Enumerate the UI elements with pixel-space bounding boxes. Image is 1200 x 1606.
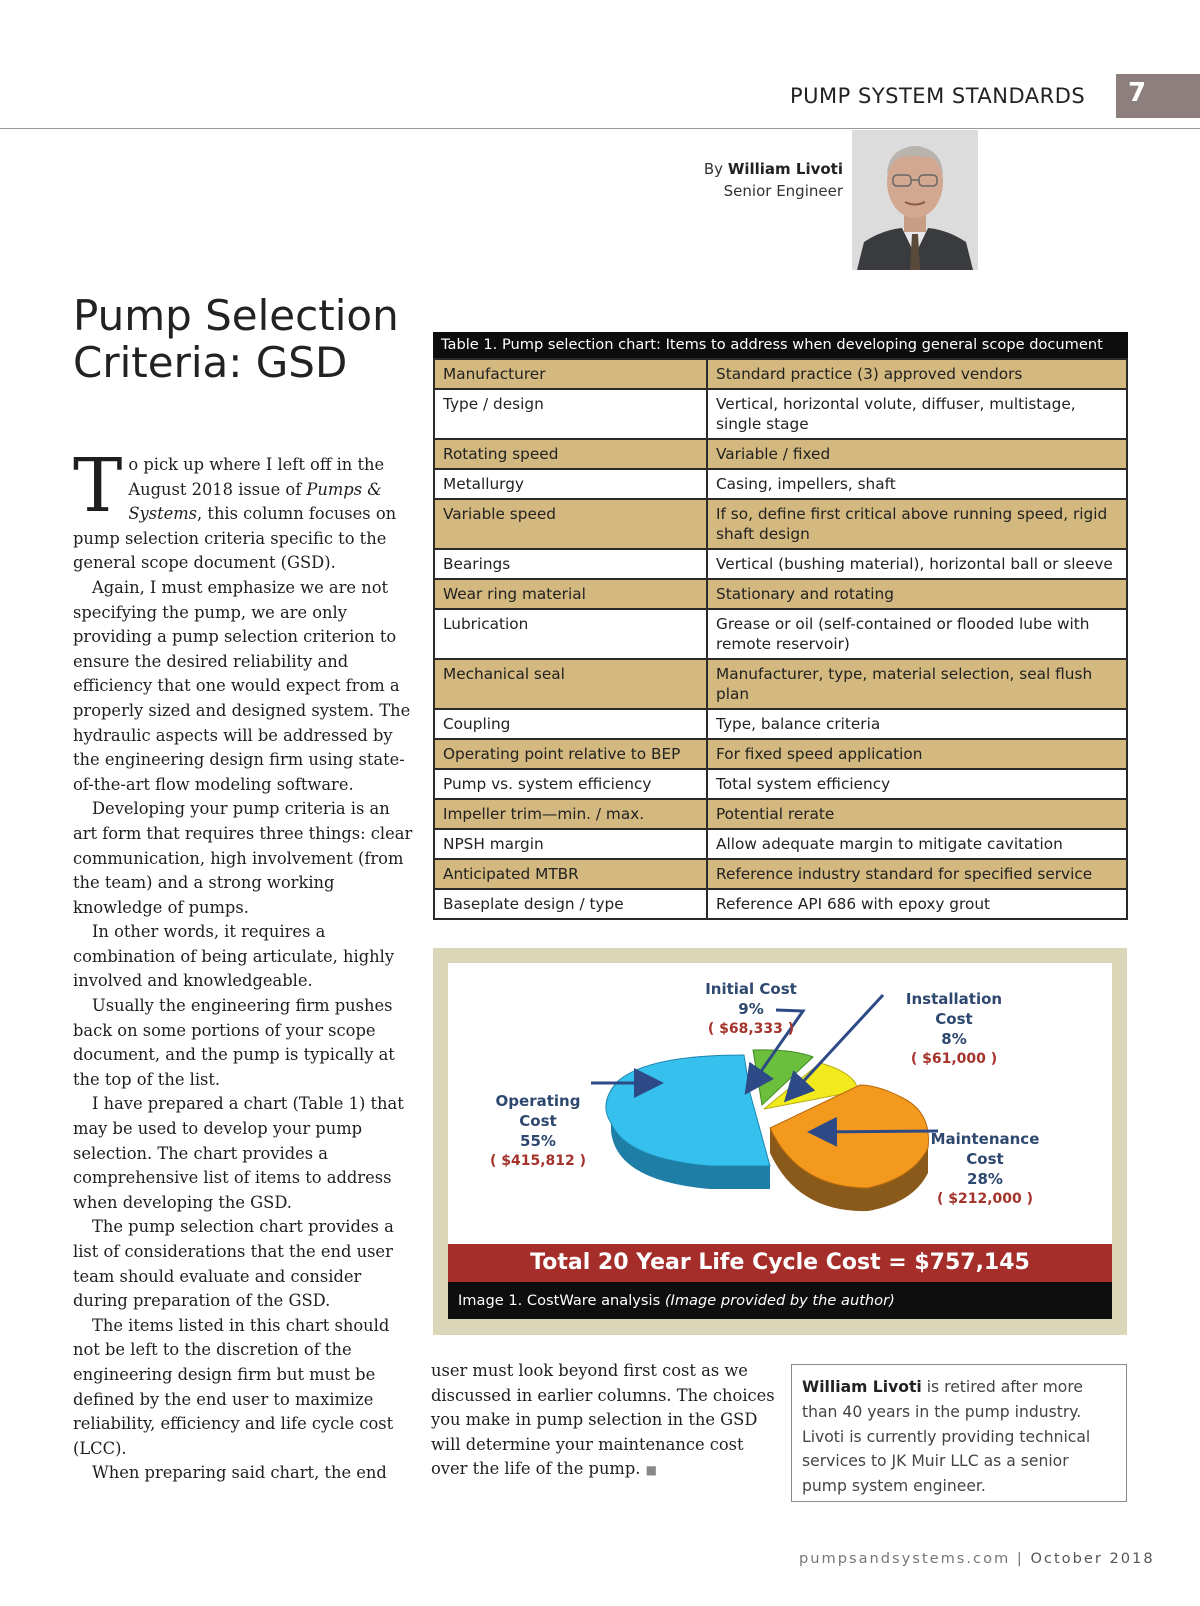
label-maintenance-cost-name2: Cost bbox=[966, 1150, 1004, 1168]
table-cell-item: NPSH margin bbox=[434, 829, 707, 859]
table-cell-item: Pump vs. system efficiency bbox=[434, 769, 707, 799]
table-row bbox=[434, 549, 1127, 579]
table-row bbox=[434, 889, 1127, 919]
table-cell-item: Impeller trim—min. / max. bbox=[434, 799, 707, 829]
table-cell-detail: Reference industry standard for specified service bbox=[707, 859, 1127, 889]
footer-site: pumpsandsystems.com bbox=[799, 1550, 1011, 1567]
drop-cap: T bbox=[73, 443, 123, 529]
table-cell-item: Manufacturer bbox=[434, 359, 707, 389]
paragraph-8: The items listed in this chart should not be left to the discretion of the engineering design firm but must be defined by the end user to maximize reliability, efficiency and life cycle cost (LCC). bbox=[73, 1315, 394, 1458]
table-cell-detail: Vertical, horizontal volute, diffuser, multistage, single stage bbox=[707, 389, 1127, 439]
label-maintenance-cost-pct: 28% bbox=[967, 1170, 1003, 1188]
table-row bbox=[434, 769, 1127, 799]
end-mark: ■ bbox=[645, 1463, 658, 1478]
table-cell-detail: Grease or oil (self-contained or flooded lube with remote reservoir) bbox=[707, 609, 1127, 659]
table-cell-item: Baseplate design / type bbox=[434, 889, 707, 919]
paragraph-1-part-a: o pick up where I left off in the August 2018 issue of bbox=[128, 455, 385, 499]
label-maintenance-cost-name1: Maintenance bbox=[930, 1130, 1040, 1148]
article-title-line2: Criteria: GSD bbox=[73, 338, 348, 387]
table-caption: Table 1. Pump selection chart: Items to address when developing general scope document bbox=[433, 332, 1128, 358]
section-title: PUMP SYSTEM STANDARDS bbox=[790, 84, 1086, 108]
bio-name: William Livoti bbox=[802, 1378, 922, 1396]
table-cell-detail: If so, define first critical above running speed, rigid shaft design bbox=[707, 499, 1127, 549]
byline bbox=[660, 158, 843, 202]
table-row bbox=[434, 859, 1127, 889]
figure-caption-credit: (Image provided by the author) bbox=[664, 1292, 895, 1309]
table-row bbox=[434, 499, 1127, 549]
table-cell-item: Wear ring material bbox=[434, 579, 707, 609]
paragraph-6: I have prepared a chart (Table 1) that may be used to develop your pump selection. The chart provides a comprehensive list of items to address when developing the GSD. bbox=[73, 1094, 404, 1212]
byline-author: William Livoti bbox=[727, 160, 843, 178]
table-body bbox=[434, 359, 1127, 919]
author-photo bbox=[852, 130, 978, 270]
figure-caption bbox=[448, 1282, 1112, 1319]
paragraph-2: Again, I must emphasize we are not specifying the pump, we are only providing a pump selection criterion to ensure the desired reliability and efficiency that one would expect from a properly sized and designed system. The hydraulic aspects will be addressed by the engineering design firm using state-of-the-art flow modeling software. bbox=[73, 577, 411, 794]
table-cell-item: Mechanical seal bbox=[434, 659, 707, 709]
table-cell-item: Type / design bbox=[434, 389, 707, 439]
label-operating-cost-amount: ( $415,812 ) bbox=[489, 1153, 587, 1169]
footer bbox=[799, 1550, 1155, 1567]
table-cell-detail: Reference API 686 with epoxy grout bbox=[707, 889, 1127, 919]
table-cell-item: Metallurgy bbox=[434, 469, 707, 499]
label-initial-cost-name: Initial Cost bbox=[705, 980, 797, 998]
table-cell-item: Coupling bbox=[434, 709, 707, 739]
body-column-middle bbox=[431, 1359, 776, 1483]
label-maintenance-cost-amount: ( $212,000 ) bbox=[936, 1191, 1034, 1207]
footer-date: October 2018 bbox=[1030, 1550, 1155, 1567]
paragraph-4: In other words, it requires a combination of being articulate, highly involved and knowledgeable. bbox=[73, 922, 395, 991]
footer-separator: | bbox=[1010, 1550, 1031, 1567]
table-cell-item: Lubrication bbox=[434, 609, 707, 659]
author-bio-box bbox=[791, 1364, 1127, 1502]
label-installation-cost bbox=[899, 989, 1009, 1069]
paragraph-9: When preparing said chart, the end bbox=[92, 1463, 387, 1483]
table-cell-detail: Manufacturer, type, material selection, seal flush plan bbox=[707, 659, 1127, 709]
table-cell-detail: Variable / fixed bbox=[707, 439, 1127, 469]
table-row bbox=[434, 659, 1127, 709]
table-cell-detail: Allow adequate margin to mitigate cavitation bbox=[707, 829, 1127, 859]
label-initial-cost-pct: 9% bbox=[738, 1000, 764, 1018]
table-cell-detail: Total system efficiency bbox=[707, 769, 1127, 799]
label-installation-cost-name1: Installation bbox=[905, 990, 1003, 1008]
figure-lcc bbox=[433, 948, 1127, 1335]
table-row bbox=[434, 469, 1127, 499]
table-cell-detail: Stationary and rotating bbox=[707, 579, 1127, 609]
table-row bbox=[434, 829, 1127, 859]
table-row bbox=[434, 439, 1127, 469]
page-number-tab bbox=[1116, 74, 1200, 118]
table-cell-item: Variable speed bbox=[434, 499, 707, 549]
label-initial-cost bbox=[696, 979, 806, 1039]
table-cell-detail: Casing, impellers, shaft bbox=[707, 469, 1127, 499]
table-row bbox=[434, 709, 1127, 739]
figure-caption-main: Image 1. CostWare analysis bbox=[458, 1292, 665, 1309]
paragraph-7: The pump selection chart provides a list of considerations that the end user team should evaluate and consider during preparation of the GSD. bbox=[73, 1217, 394, 1311]
paragraph-3: Developing your pump criteria is an art form that requires three things: clear communication, high involvement (from the team) and a strong working knowledge of pumps. bbox=[73, 799, 413, 917]
table-row bbox=[434, 799, 1127, 829]
byline-by: By bbox=[703, 160, 724, 178]
page-number: 7 bbox=[1128, 78, 1147, 108]
table-cell-detail: Vertical (bushing material), horizontal ball or sleeve bbox=[707, 549, 1127, 579]
paragraph-1-part-b: , this column focuses on pump selection criteria specific to the general scope document (GSD). bbox=[73, 504, 397, 573]
table-row bbox=[434, 579, 1127, 609]
header-rule bbox=[0, 128, 1200, 129]
label-operating-cost-name2: Cost bbox=[519, 1112, 557, 1130]
label-initial-cost-amount: ( $68,333 ) bbox=[707, 1021, 795, 1037]
paragraph-1 bbox=[73, 443, 416, 576]
label-installation-cost-pct: 8% bbox=[941, 1030, 967, 1048]
article-title-line1: Pump Selection bbox=[73, 291, 399, 340]
table-row bbox=[434, 389, 1127, 439]
table-cell-item: Rotating speed bbox=[434, 439, 707, 469]
table-row bbox=[434, 359, 1127, 389]
byline-role: Senior Engineer bbox=[723, 182, 843, 200]
label-operating-cost bbox=[478, 1091, 598, 1171]
table-cell-item: Operating point relative to BEP bbox=[434, 739, 707, 769]
label-installation-cost-name2: Cost bbox=[935, 1010, 973, 1028]
table-cell-item: Anticipated MTBR bbox=[434, 859, 707, 889]
label-operating-cost-name1: Operating bbox=[495, 1092, 581, 1110]
table-row bbox=[434, 739, 1127, 769]
paragraph-5: Usually the engineering firm pushes back on some portions of your scope document, and the pump is typically at the top of the list. bbox=[73, 996, 395, 1089]
table-cell-detail: Standard practice (3) approved vendors bbox=[707, 359, 1127, 389]
arrow-maintenance bbox=[813, 1131, 938, 1132]
table-cell-item: Bearings bbox=[434, 549, 707, 579]
body-column-left bbox=[73, 443, 416, 1486]
publication-name: Pumps & Systems bbox=[128, 479, 382, 524]
label-installation-cost-amount: ( $61,000 ) bbox=[910, 1051, 998, 1067]
table-cell-detail: Potential rerate bbox=[707, 799, 1127, 829]
total-cost-bar: Total 20 Year Life Cycle Cost = $757,145 bbox=[448, 1244, 1112, 1282]
pump-selection-table bbox=[433, 332, 1128, 920]
table-cell-detail: Type, balance criteria bbox=[707, 709, 1127, 739]
label-maintenance-cost bbox=[924, 1129, 1046, 1209]
table-row bbox=[434, 609, 1127, 659]
table-cell-detail: For fixed speed application bbox=[707, 739, 1127, 769]
label-operating-cost-pct: 55% bbox=[520, 1132, 556, 1150]
paragraph-10-text: user must look beyond first cost as we discussed in earlier columns. The choices you make in pump selection in the GSD will determine your maintenance cost over the life of the pump. bbox=[431, 1361, 775, 1479]
paragraph-10 bbox=[431, 1359, 776, 1483]
bio-text: is retired after more than 40 years in the pump industry. Livoti is currently providing technical services to JK Muir LLC as a senior pump system engineer. bbox=[802, 1378, 1091, 1496]
pump-selection-table-wrap bbox=[433, 332, 1128, 920]
article-title bbox=[73, 292, 433, 386]
